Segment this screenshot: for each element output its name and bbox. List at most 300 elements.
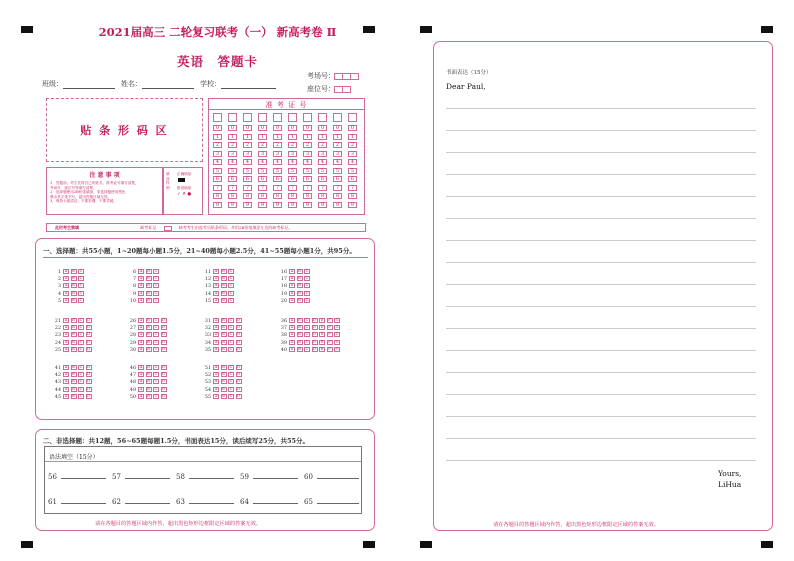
option-bubble[interactable]: B — [298, 297, 301, 302]
option-bubble[interactable]: C — [229, 269, 233, 273]
option-bubble[interactable]: A — [214, 283, 218, 288]
option-bubble[interactable]: C — [154, 290, 158, 295]
option-bubble[interactable]: C — [79, 346, 83, 351]
admission-digit-bubble[interactable]: 7 — [348, 185, 357, 191]
option-bubble[interactable]: A — [64, 393, 68, 398]
option-bubble[interactable]: C — [305, 297, 309, 302]
admission-digit-bubble[interactable]: 4 — [243, 159, 252, 165]
option-bubble[interactable]: C — [229, 290, 233, 295]
option-bubble[interactable]: G — [335, 346, 339, 351]
admission-digit-bubble[interactable]: 6 — [273, 176, 282, 182]
option-bubble[interactable]: C — [305, 332, 309, 337]
option-bubble[interactable]: A — [214, 332, 218, 337]
admission-digit-input[interactable] — [258, 113, 267, 122]
admission-digit-bubble[interactable]: 9 — [318, 202, 327, 208]
admission-digit-bubble[interactable]: 9 — [228, 202, 237, 208]
option-bubble[interactable]: D — [162, 365, 165, 369]
admission-digit-bubble[interactable]: 2 — [243, 142, 252, 148]
writing-line[interactable] — [446, 372, 756, 373]
admission-digit-bubble[interactable]: 3 — [243, 151, 252, 157]
option-bubble[interactable]: B — [72, 325, 75, 330]
option-bubble[interactable]: B — [222, 346, 225, 351]
option-bubble[interactable]: B — [72, 365, 75, 369]
admission-digit-bubble[interactable]: 1 — [213, 134, 222, 140]
admission-digit-bubble[interactable]: 5 — [348, 168, 357, 174]
writing-line[interactable] — [446, 438, 756, 439]
option-bubble[interactable]: A — [214, 386, 218, 391]
option-bubble[interactable]: A — [214, 297, 218, 302]
option-bubble[interactable]: C — [229, 365, 233, 369]
admission-digit-bubble[interactable]: 8 — [318, 193, 327, 199]
option-bubble[interactable]: A — [214, 346, 218, 351]
option-bubble[interactable]: A — [64, 325, 68, 330]
option-bubble[interactable]: B — [72, 290, 75, 295]
admission-digit-input[interactable] — [243, 113, 252, 122]
option-bubble[interactable]: B — [298, 269, 301, 273]
option-bubble[interactable]: C — [305, 325, 309, 330]
option-bubble[interactable]: A — [214, 318, 218, 322]
option-bubble[interactable]: C — [79, 379, 83, 384]
option-bubble[interactable]: C — [79, 372, 83, 377]
admission-digit-bubble[interactable]: 0 — [348, 125, 357, 131]
option-bubble[interactable]: C — [305, 269, 309, 273]
option-bubble[interactable]: B — [72, 372, 75, 377]
option-bubble[interactable]: D — [87, 318, 90, 322]
admission-digit-bubble[interactable]: 0 — [273, 125, 282, 131]
option-bubble[interactable]: E — [320, 339, 324, 344]
option-bubble[interactable]: B — [147, 276, 150, 281]
admission-digit-bubble[interactable]: 2 — [288, 142, 297, 148]
option-bubble[interactable]: A — [139, 318, 143, 322]
option-bubble[interactable]: D — [313, 318, 316, 322]
admission-digit-bubble[interactable]: 3 — [288, 151, 297, 157]
option-bubble[interactable]: D — [87, 393, 90, 398]
option-bubble[interactable]: A — [139, 297, 143, 302]
option-bubble[interactable]: A — [214, 290, 218, 295]
option-bubble[interactable]: B — [72, 276, 75, 281]
admission-digit-bubble[interactable]: 2 — [258, 142, 267, 148]
admission-digit-bubble[interactable]: 1 — [348, 134, 357, 140]
option-bubble[interactable]: C — [229, 332, 233, 337]
option-bubble[interactable]: C — [154, 339, 158, 344]
option-bubble[interactable]: A — [64, 386, 68, 391]
option-bubble[interactable]: C — [79, 318, 83, 322]
option-bubble[interactable]: D — [87, 332, 90, 337]
option-bubble[interactable]: B — [147, 283, 150, 288]
blank-60[interactable]: 60 — [304, 473, 359, 481]
option-bubble[interactable]: A — [139, 290, 143, 295]
option-bubble[interactable]: B — [147, 379, 150, 384]
option-bubble[interactable]: B — [222, 393, 225, 398]
writing-line[interactable] — [446, 218, 756, 219]
option-bubble[interactable]: B — [222, 339, 225, 344]
admission-digit-bubble[interactable]: 8 — [243, 193, 252, 199]
option-bubble[interactable]: C — [229, 283, 233, 288]
admission-digit-bubble[interactable]: 9 — [333, 202, 342, 208]
admission-digit-bubble[interactable]: 4 — [303, 159, 312, 165]
option-bubble[interactable]: A — [214, 393, 218, 398]
admission-digit-bubble[interactable]: 9 — [348, 202, 357, 208]
option-bubble[interactable]: A — [290, 325, 294, 330]
option-bubble[interactable]: A — [290, 269, 294, 273]
writing-line[interactable] — [446, 284, 756, 285]
writing-line[interactable] — [446, 394, 756, 395]
option-bubble[interactable]: A — [139, 372, 143, 377]
admission-digit-bubble[interactable]: 4 — [273, 159, 282, 165]
admission-digit-bubble[interactable]: 9 — [258, 202, 267, 208]
option-bubble[interactable]: B — [147, 372, 150, 377]
option-bubble[interactable]: E — [320, 332, 324, 337]
option-bubble[interactable]: A — [64, 346, 68, 351]
option-bubble[interactable]: B — [298, 283, 301, 288]
option-bubble[interactable]: D — [162, 339, 165, 344]
option-bubble[interactable]: D — [237, 325, 240, 330]
option-bubble[interactable]: B — [298, 318, 301, 322]
admission-digit-bubble[interactable]: 7 — [333, 185, 342, 191]
admission-digit-input[interactable] — [303, 113, 312, 122]
admission-digit-bubble[interactable]: 2 — [273, 142, 282, 148]
admission-digit-bubble[interactable]: 1 — [303, 134, 312, 140]
option-bubble[interactable]: C — [305, 290, 309, 295]
option-bubble[interactable]: B — [72, 283, 75, 288]
admission-digit-bubble[interactable]: 7 — [228, 185, 237, 191]
admission-digit-bubble[interactable]: 6 — [333, 176, 342, 182]
option-bubble[interactable]: A — [139, 346, 143, 351]
option-bubble[interactable]: B — [298, 276, 301, 281]
option-bubble[interactable]: A — [139, 393, 143, 398]
option-bubble[interactable]: D — [162, 386, 165, 391]
blank-56[interactable]: 56 — [48, 473, 106, 481]
option-bubble[interactable]: A — [139, 365, 143, 369]
option-bubble[interactable]: B — [298, 325, 301, 330]
option-bubble[interactable]: C — [229, 325, 233, 330]
option-bubble[interactable]: B — [147, 393, 150, 398]
writing-line[interactable] — [446, 460, 756, 461]
option-bubble[interactable]: A — [64, 297, 68, 302]
writing-line[interactable] — [446, 262, 756, 263]
option-bubble[interactable]: E — [320, 318, 324, 322]
admission-digit-bubble[interactable]: 4 — [333, 159, 342, 165]
admission-digit-bubble[interactable]: 5 — [288, 168, 297, 174]
option-bubble[interactable]: B — [72, 332, 75, 337]
option-bubble[interactable]: D — [162, 318, 165, 322]
option-bubble[interactable]: A — [139, 283, 143, 288]
admission-digit-bubble[interactable]: 2 — [213, 142, 222, 148]
admission-digit-bubble[interactable]: 5 — [318, 168, 327, 174]
option-bubble[interactable]: C — [305, 283, 309, 288]
option-bubble[interactable]: F — [328, 346, 331, 351]
option-bubble[interactable]: D — [87, 365, 90, 369]
option-bubble[interactable]: A — [290, 318, 294, 322]
option-bubble[interactable]: C — [79, 269, 83, 273]
option-bubble[interactable]: A — [64, 283, 68, 288]
admission-digit-bubble[interactable]: 1 — [243, 134, 252, 140]
option-bubble[interactable]: F — [328, 325, 331, 330]
admission-digit-bubble[interactable]: 0 — [333, 125, 342, 131]
option-bubble[interactable]: C — [229, 386, 233, 391]
option-bubble[interactable]: D — [313, 325, 316, 330]
admission-digit-bubble[interactable]: 7 — [318, 185, 327, 191]
option-bubble[interactable]: B — [222, 297, 225, 302]
admission-digit-bubble[interactable]: 6 — [258, 176, 267, 182]
option-bubble[interactable]: D — [162, 332, 165, 337]
option-bubble[interactable]: A — [139, 386, 143, 391]
blank-57[interactable]: 57 — [112, 473, 170, 481]
admission-digit-bubble[interactable]: 0 — [303, 125, 312, 131]
option-bubble[interactable]: D — [87, 379, 90, 384]
option-bubble[interactable]: C — [154, 393, 158, 398]
option-bubble[interactable]: D — [237, 393, 240, 398]
admission-digit-bubble[interactable]: 4 — [228, 159, 237, 165]
option-bubble[interactable]: G — [335, 318, 339, 322]
option-bubble[interactable]: B — [222, 269, 225, 273]
admission-digit-input[interactable] — [348, 113, 357, 122]
option-bubble[interactable]: E — [320, 346, 324, 351]
option-bubble[interactable]: C — [79, 297, 83, 302]
seat-field[interactable]: 座位号： — [307, 84, 351, 94]
writing-line[interactable] — [446, 328, 756, 329]
admission-digit-bubble[interactable]: 3 — [213, 151, 222, 157]
option-bubble[interactable]: C — [305, 318, 309, 322]
option-bubble[interactable]: D — [162, 346, 165, 351]
admission-digit-bubble[interactable]: 2 — [333, 142, 342, 148]
option-bubble[interactable]: D — [237, 372, 240, 377]
admission-digit-bubble[interactable]: 0 — [258, 125, 267, 131]
option-bubble[interactable]: C — [229, 276, 233, 281]
option-bubble[interactable]: D — [237, 379, 240, 384]
option-bubble[interactable]: D — [237, 386, 240, 391]
option-bubble[interactable]: C — [154, 379, 158, 384]
option-bubble[interactable]: B — [147, 365, 150, 369]
option-bubble[interactable]: C — [154, 325, 158, 330]
admission-digit-bubble[interactable]: 3 — [318, 151, 327, 157]
option-bubble[interactable]: B — [222, 332, 225, 337]
admission-digit-bubble[interactable]: 4 — [348, 159, 357, 165]
option-bubble[interactable]: F — [328, 332, 331, 337]
option-bubble[interactable]: A — [290, 297, 294, 302]
admission-digit-bubble[interactable]: 0 — [228, 125, 237, 131]
option-bubble[interactable]: B — [222, 290, 225, 295]
option-bubble[interactable]: C — [79, 339, 83, 344]
absent-checkbox[interactable] — [164, 226, 172, 231]
option-bubble[interactable]: A — [64, 290, 68, 295]
option-bubble[interactable]: A — [214, 372, 218, 377]
admission-digit-bubble[interactable]: 2 — [318, 142, 327, 148]
option-bubble[interactable]: B — [147, 290, 150, 295]
admission-digit-bubble[interactable]: 3 — [273, 151, 282, 157]
admission-digit-bubble[interactable]: 6 — [303, 176, 312, 182]
admission-digit-bubble[interactable]: 5 — [243, 168, 252, 174]
admission-digit-input[interactable] — [288, 113, 297, 122]
admission-digit-bubble[interactable]: 1 — [228, 134, 237, 140]
option-bubble[interactable]: C — [229, 339, 233, 344]
option-bubble[interactable]: A — [139, 332, 143, 337]
option-bubble[interactable]: C — [79, 290, 83, 295]
writing-line[interactable] — [446, 306, 756, 307]
admission-digit-bubble[interactable]: 3 — [303, 151, 312, 157]
option-bubble[interactable]: A — [290, 346, 294, 351]
option-bubble[interactable]: A — [214, 276, 218, 281]
admission-digit-bubble[interactable]: 9 — [243, 202, 252, 208]
option-bubble[interactable]: D — [313, 339, 316, 344]
option-bubble[interactable]: A — [290, 339, 294, 344]
option-bubble[interactable]: C — [305, 276, 309, 281]
option-bubble[interactable]: D — [162, 372, 165, 377]
option-bubble[interactable]: A — [214, 379, 218, 384]
option-bubble[interactable]: G — [335, 332, 339, 337]
admission-digit-bubble[interactable]: 8 — [258, 193, 267, 199]
option-bubble[interactable]: C — [154, 269, 158, 273]
admission-digit-bubble[interactable]: 1 — [273, 134, 282, 140]
option-bubble[interactable]: D — [237, 365, 240, 369]
option-bubble[interactable]: B — [298, 290, 301, 295]
option-bubble[interactable]: A — [64, 269, 68, 273]
admission-digit-bubble[interactable]: 6 — [228, 176, 237, 182]
option-bubble[interactable]: C — [154, 318, 158, 322]
class-field[interactable]: 班级： — [42, 79, 115, 89]
name-field[interactable]: 姓名： — [121, 79, 194, 89]
option-bubble[interactable]: B — [72, 346, 75, 351]
option-bubble[interactable]: A — [64, 318, 68, 322]
blank-64[interactable]: 64 — [240, 498, 298, 506]
option-bubble[interactable]: B — [147, 386, 150, 391]
option-bubble[interactable]: C — [154, 346, 158, 351]
writing-line[interactable] — [446, 108, 756, 109]
option-bubble[interactable]: B — [222, 372, 225, 377]
admission-digit-bubble[interactable]: 8 — [288, 193, 297, 199]
option-bubble[interactable]: G — [335, 339, 339, 344]
option-bubble[interactable]: B — [147, 346, 150, 351]
option-bubble[interactable]: B — [147, 318, 150, 322]
option-bubble[interactable]: C — [154, 283, 158, 288]
admission-digit-bubble[interactable]: 8 — [348, 193, 357, 199]
option-bubble[interactable]: C — [305, 339, 309, 344]
admission-digit-bubble[interactable]: 8 — [303, 193, 312, 199]
admission-digit-bubble[interactable]: 8 — [228, 193, 237, 199]
option-bubble[interactable]: C — [229, 393, 233, 398]
admission-digit-bubble[interactable]: 7 — [288, 185, 297, 191]
option-bubble[interactable]: D — [162, 325, 165, 330]
option-bubble[interactable]: A — [139, 325, 143, 330]
option-bubble[interactable]: D — [237, 346, 240, 351]
admission-digit-bubble[interactable]: 9 — [273, 202, 282, 208]
option-bubble[interactable]: B — [222, 379, 225, 384]
exam-room-field[interactable]: 考场号： — [307, 71, 359, 81]
admission-digit-bubble[interactable]: 5 — [228, 168, 237, 174]
option-bubble[interactable]: B — [72, 297, 75, 302]
admission-digit-input[interactable] — [318, 113, 327, 122]
admission-digit-bubble[interactable]: 6 — [318, 176, 327, 182]
option-bubble[interactable]: D — [162, 393, 165, 398]
option-bubble[interactable]: A — [64, 372, 68, 377]
blank-58[interactable]: 58 — [176, 473, 234, 481]
option-bubble[interactable]: B — [222, 276, 225, 281]
writing-line[interactable] — [446, 240, 756, 241]
admission-digit-input[interactable] — [228, 113, 237, 122]
option-bubble[interactable]: G — [335, 325, 339, 330]
admission-digit-bubble[interactable]: 9 — [213, 202, 222, 208]
admission-digit-bubble[interactable]: 7 — [273, 185, 282, 191]
option-bubble[interactable]: D — [237, 318, 240, 322]
admission-digit-bubble[interactable]: 6 — [213, 176, 222, 182]
option-bubble[interactable]: D — [313, 332, 316, 337]
admission-digit-bubble[interactable]: 3 — [258, 151, 267, 157]
option-bubble[interactable]: B — [147, 269, 150, 273]
admission-digit-bubble[interactable]: 3 — [228, 151, 237, 157]
admission-digit-bubble[interactable]: 7 — [303, 185, 312, 191]
admission-digit-bubble[interactable]: 1 — [318, 134, 327, 140]
school-field[interactable]: 学校： — [200, 79, 276, 89]
writing-line[interactable] — [446, 130, 756, 131]
admission-digit-bubble[interactable]: 1 — [288, 134, 297, 140]
admission-digit-bubble[interactable]: 0 — [288, 125, 297, 131]
option-bubble[interactable]: E — [320, 325, 324, 330]
blank-59[interactable]: 59 — [240, 473, 298, 481]
admission-digit-bubble[interactable]: 9 — [303, 202, 312, 208]
option-bubble[interactable]: A — [139, 276, 143, 281]
option-bubble[interactable]: C — [79, 276, 83, 281]
admission-digit-bubble[interactable]: 5 — [213, 168, 222, 174]
admission-digit-bubble[interactable]: 4 — [318, 159, 327, 165]
admission-digit-bubble[interactable]: 5 — [333, 168, 342, 174]
admission-digit-bubble[interactable]: 5 — [273, 168, 282, 174]
option-bubble[interactable]: C — [229, 318, 233, 322]
blank-62[interactable]: 62 — [112, 498, 170, 506]
option-bubble[interactable]: B — [222, 283, 225, 288]
option-bubble[interactable]: A — [214, 269, 218, 273]
admission-digit-bubble[interactable]: 6 — [288, 176, 297, 182]
option-bubble[interactable]: D — [162, 379, 165, 384]
admission-digit-bubble[interactable]: 3 — [333, 151, 342, 157]
option-bubble[interactable]: D — [87, 372, 90, 377]
option-bubble[interactable]: B — [72, 393, 75, 398]
option-bubble[interactable]: A — [139, 339, 143, 344]
admission-digit-bubble[interactable]: 2 — [228, 142, 237, 148]
option-bubble[interactable]: D — [87, 346, 90, 351]
option-bubble[interactable]: C — [154, 372, 158, 377]
admission-digit-bubble[interactable]: 5 — [258, 168, 267, 174]
option-bubble[interactable]: B — [222, 365, 225, 369]
admission-digit-bubble[interactable]: 0 — [318, 125, 327, 131]
option-bubble[interactable]: A — [214, 339, 218, 344]
option-bubble[interactable]: C — [79, 332, 83, 337]
option-bubble[interactable]: A — [139, 269, 143, 273]
option-bubble[interactable]: B — [147, 339, 150, 344]
option-bubble[interactable]: B — [72, 318, 75, 322]
admission-digit-bubble[interactable]: 2 — [303, 142, 312, 148]
option-bubble[interactable]: C — [229, 297, 233, 302]
option-bubble[interactable]: B — [147, 332, 150, 337]
admission-digit-bubble[interactable]: 7 — [243, 185, 252, 191]
writing-line[interactable] — [446, 350, 756, 351]
option-bubble[interactable]: B — [298, 332, 301, 337]
option-bubble[interactable]: D — [237, 339, 240, 344]
admission-digit-bubble[interactable]: 0 — [243, 125, 252, 131]
admission-digit-bubble[interactable]: 1 — [258, 134, 267, 140]
option-bubble[interactable]: B — [222, 318, 225, 322]
admission-digit-bubble[interactable]: 0 — [213, 125, 222, 131]
option-bubble[interactable]: A — [214, 325, 218, 330]
option-bubble[interactable]: B — [222, 386, 225, 391]
option-bubble[interactable]: B — [298, 339, 301, 344]
option-bubble[interactable]: B — [72, 339, 75, 344]
option-bubble[interactable]: B — [222, 325, 225, 330]
option-bubble[interactable]: C — [229, 346, 233, 351]
option-bubble[interactable]: C — [79, 393, 83, 398]
writing-line[interactable] — [446, 152, 756, 153]
option-bubble[interactable]: A — [214, 365, 218, 369]
option-bubble[interactable]: D — [87, 339, 90, 344]
